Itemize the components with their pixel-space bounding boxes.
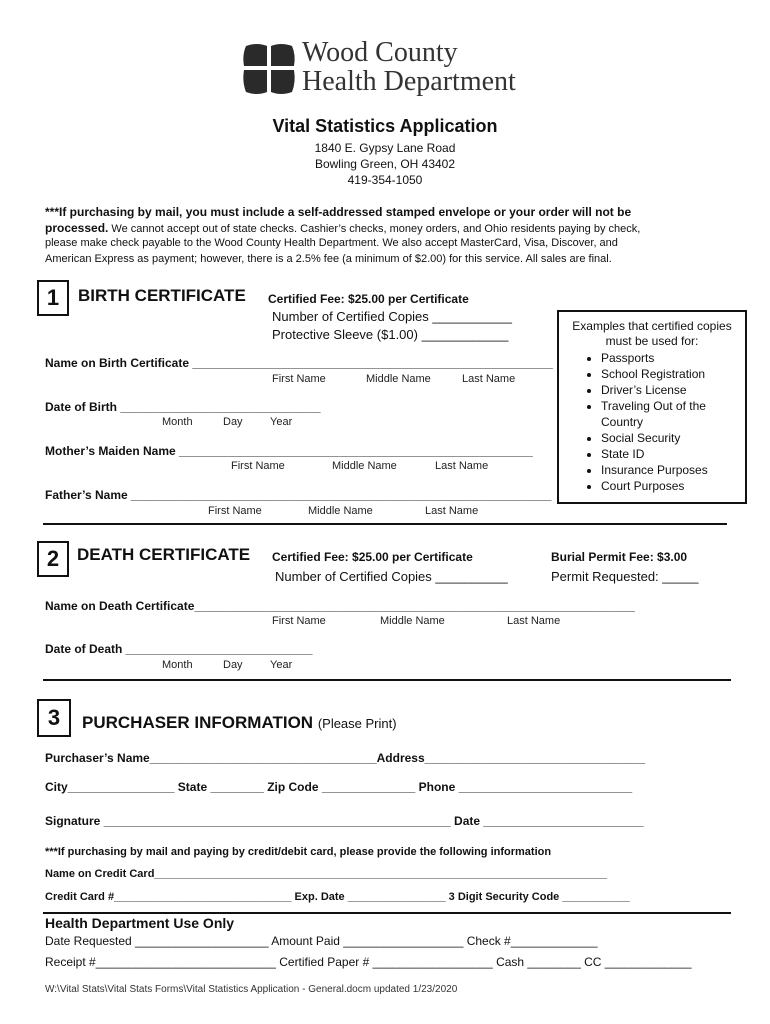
list-item: • Driver’s License bbox=[601, 382, 745, 398]
list-item: • State ID bbox=[601, 446, 745, 462]
address-line2: Bowling Green, OH 43402 bbox=[314, 157, 456, 171]
notice-bold-line2: processed. bbox=[45, 221, 109, 235]
purchaser-title-text: PURCHASER INFORMATION bbox=[82, 713, 314, 732]
org-name-line1: Wood County bbox=[302, 37, 458, 68]
mother-maiden-name-field[interactable]: Mother’s Maiden Name _____________________________________________________ bbox=[45, 444, 533, 458]
death-dod-day-caption: Day bbox=[223, 659, 243, 671]
section-number-3: 3 bbox=[37, 699, 71, 737]
father-middle-caption: Middle Name bbox=[308, 505, 373, 517]
divider-2 bbox=[43, 679, 731, 681]
office-line2[interactable]: Receipt #___________________________ Certified Paper # __________________ Cash ________ CC _____________ bbox=[45, 955, 692, 969]
notice-line4: American Express as payment; however, there is a 2.5% fee (a minimum of $2.00) for this service. All sales are final. bbox=[45, 253, 612, 265]
birth-sleeve-field[interactable]: Protective Sleeve ($1.00) ____________ bbox=[272, 327, 509, 342]
father-name-field[interactable]: Father’s Name _______________________________________________________________ bbox=[45, 488, 552, 502]
examples-title-line2: must be used for: bbox=[605, 334, 699, 348]
phone-number: 419-354-1050 bbox=[347, 173, 423, 187]
permit-requested-field[interactable]: Permit Requested: _____ bbox=[551, 569, 699, 584]
divider-1 bbox=[43, 523, 727, 525]
examples-list bbox=[559, 350, 745, 494]
death-dod-month-caption: Month bbox=[162, 659, 193, 671]
death-fee: Certified Fee: $25.00 per Certificate bbox=[272, 550, 473, 564]
birth-fee: Certified Fee: $25.00 per Certificate bbox=[268, 292, 469, 306]
birth-dob-day-caption: Day bbox=[223, 416, 243, 428]
office-use-title: Health Department Use Only bbox=[45, 915, 235, 931]
credit-card-field[interactable]: Credit Card #_____________________________ Exp. Date ________________ 3 Digit Security Code ___________ bbox=[45, 891, 630, 903]
birth-section-title: BIRTH CERTIFICATE bbox=[78, 286, 246, 305]
name-on-card-field[interactable]: Name on Credit Card__________________________________________________________________________ bbox=[45, 868, 608, 880]
list-item: • Passports bbox=[601, 350, 745, 366]
father-first-caption: First Name bbox=[208, 505, 262, 517]
notice-line3: please make check payable to the Wood County Health Department. We also accept MasterCard, Visa, Discover, and bbox=[45, 237, 618, 249]
org-name-line2: Health Department bbox=[302, 66, 516, 97]
list-item: • Traveling Out of the Country bbox=[601, 398, 745, 430]
signature-date-field[interactable]: Signature ____________________________________________________ Date ________________________ bbox=[45, 814, 644, 828]
list-item: • Social Security bbox=[601, 430, 745, 446]
section-number-2: 2 bbox=[37, 541, 69, 577]
purchaser-name-address-field[interactable]: Purchaser’s Name__________________________________Address_________________________________ bbox=[45, 751, 645, 765]
address-line1: 1840 E. Gypsy Lane Road bbox=[314, 141, 456, 155]
birth-name-middle-caption: Middle Name bbox=[366, 373, 431, 385]
city-state-zip-phone-field[interactable]: City________________ State ________ Zip Code ______________ Phone __________________________ bbox=[45, 780, 633, 794]
card-payment-notice: ***If purchasing by mail and paying by credit/debit card, please provide the following information bbox=[45, 846, 552, 858]
birth-dob-year-caption: Year bbox=[270, 416, 293, 428]
purchaser-title-note: (Please Print) bbox=[317, 716, 397, 731]
divider-3 bbox=[43, 912, 731, 914]
notice-bold-line1: ***If purchasing by mail, you must include a self-addressed stamped envelope or your order will not be bbox=[45, 205, 632, 219]
death-name-middle-caption: Middle Name bbox=[380, 615, 445, 627]
purchaser-section-title bbox=[82, 713, 397, 733]
burial-permit-fee: Burial Permit Fee: $3.00 bbox=[551, 550, 688, 564]
list-item: • School Registration bbox=[601, 366, 745, 382]
mother-last-caption: Last Name bbox=[435, 460, 489, 472]
father-last-caption: Last Name bbox=[425, 505, 479, 517]
office-line1[interactable]: Date Requested ____________________ Amount Paid __________________ Check #_____________ bbox=[45, 934, 598, 948]
notice-line2 bbox=[45, 221, 640, 235]
death-name-last-caption: Last Name bbox=[507, 615, 561, 627]
death-date-field[interactable]: Date of Death ____________________________ bbox=[45, 642, 313, 656]
footer-file-path: W:\Vital Stats\Vital Stats Forms\Vital Statistics Application - General.docm updated 1/23/2020 bbox=[45, 984, 458, 995]
form-title: Vital Statistics Application bbox=[272, 116, 498, 136]
birth-name-last-caption: Last Name bbox=[462, 373, 516, 385]
notice-line2-rest: We cannot accept out of state checks. Cashier’s checks, money orders, and Ohio residents paying by check, bbox=[108, 223, 641, 235]
birth-date-field[interactable]: Date of Birth ______________________________ bbox=[45, 400, 321, 414]
mother-middle-caption: Middle Name bbox=[332, 460, 397, 472]
examples-title-line1: Examples that certified copies bbox=[572, 319, 732, 333]
list-item: • Insurance Purposes bbox=[601, 462, 745, 478]
examples-box bbox=[557, 310, 747, 504]
birth-dob-month-caption: Month bbox=[162, 416, 193, 428]
death-section-title: DEATH CERTIFICATE bbox=[77, 545, 251, 564]
death-name-first-caption: First Name bbox=[272, 615, 326, 627]
logo bbox=[240, 40, 298, 98]
birth-copies-field[interactable]: Number of Certified Copies ___________ bbox=[272, 309, 512, 324]
mother-first-caption: First Name bbox=[231, 460, 285, 472]
death-dod-year-caption: Year bbox=[270, 659, 293, 671]
birth-name-first-caption: First Name bbox=[272, 373, 326, 385]
section-number-1: 1 bbox=[37, 280, 69, 316]
death-name-field[interactable]: Name on Death Certificate__________________________________________________________________ bbox=[45, 599, 635, 613]
birth-name-field[interactable]: Name on Birth Certificate ______________________________________________________ bbox=[45, 356, 553, 370]
death-copies-field[interactable]: Number of Certified Copies __________ bbox=[275, 569, 508, 584]
list-item: • Court Purposes bbox=[601, 478, 745, 494]
cross-logo-icon bbox=[240, 40, 298, 98]
